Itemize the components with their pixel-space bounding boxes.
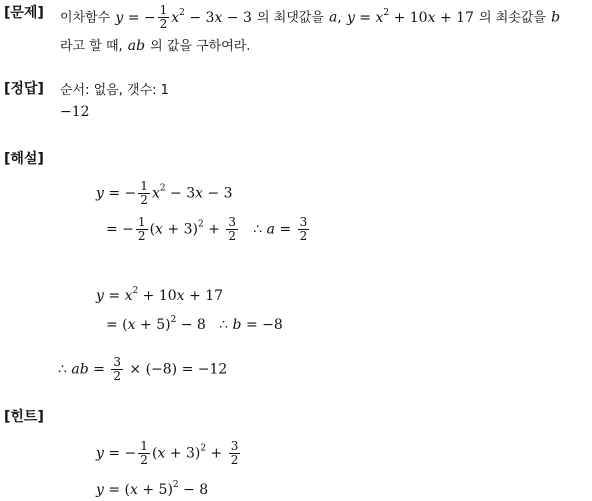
var-b: b	[551, 9, 561, 26]
problem-line-1: 이차함수 y = − $\frac{1}{2}$ $x^2 - 3x - 3$ 의 최댓값을 a, $y = x^2 + 10x + 17$ 의 최솟값을 b	[60, 3, 561, 31]
explanation-label: [해설]	[4, 151, 44, 167]
hint-eq-1: y = − $\frac{1}{2}$ $(x + 3)^2$ + $\frac{3}{2}$	[96, 439, 239, 467]
problem-text-5: 의 값을 구하여라.	[150, 39, 251, 54]
problem-label: [문제]	[4, 5, 44, 21]
problem-text-2: 의 최댓값을	[257, 10, 324, 26]
answer-value: −12	[60, 104, 90, 120]
eq-2-line-1: $y = x^2 + 10x + 17$	[96, 286, 224, 304]
problem-text-1: 이차함수	[60, 10, 111, 26]
problem-function-1: y = − $\frac{1}{2}$ $x^2 - 3x - 3$	[115, 3, 252, 31]
eq-1-line-1: y = − $\frac{1}{2}$ $x^2 - 3x - 3$	[96, 179, 233, 207]
eq-1-line-2: = − $\frac{1}{2}$ $(x + 3)^2$ + $\frac{3}{2}$ ∴ a = $\frac{3}{2}$	[106, 215, 308, 243]
problem-line-2	[60, 35, 250, 54]
answer-label: [정답]	[4, 81, 44, 97]
eq-3: ∴ ab = $\frac{3}{2}$ × (−8) = −12	[58, 355, 228, 383]
hint-label: [힌트]	[4, 409, 44, 425]
eq-2-line-2: = $(x + 5)^2 - 8$ ∴ b = −8	[106, 315, 283, 333]
problem-text-3: 의 최솟값을	[479, 10, 546, 26]
problem-function-2: $y = x^2 + 10x + 17$	[346, 7, 474, 26]
problem-text-4: 라고 할 때,	[60, 39, 123, 54]
var-ab: ab	[127, 38, 146, 54]
hint-eq-2: $y = (x + 5)^2 - 8$	[96, 480, 209, 498]
var-a: a	[329, 9, 338, 26]
answer-meta: 순서: 없음, 갯수: 1	[60, 83, 169, 98]
